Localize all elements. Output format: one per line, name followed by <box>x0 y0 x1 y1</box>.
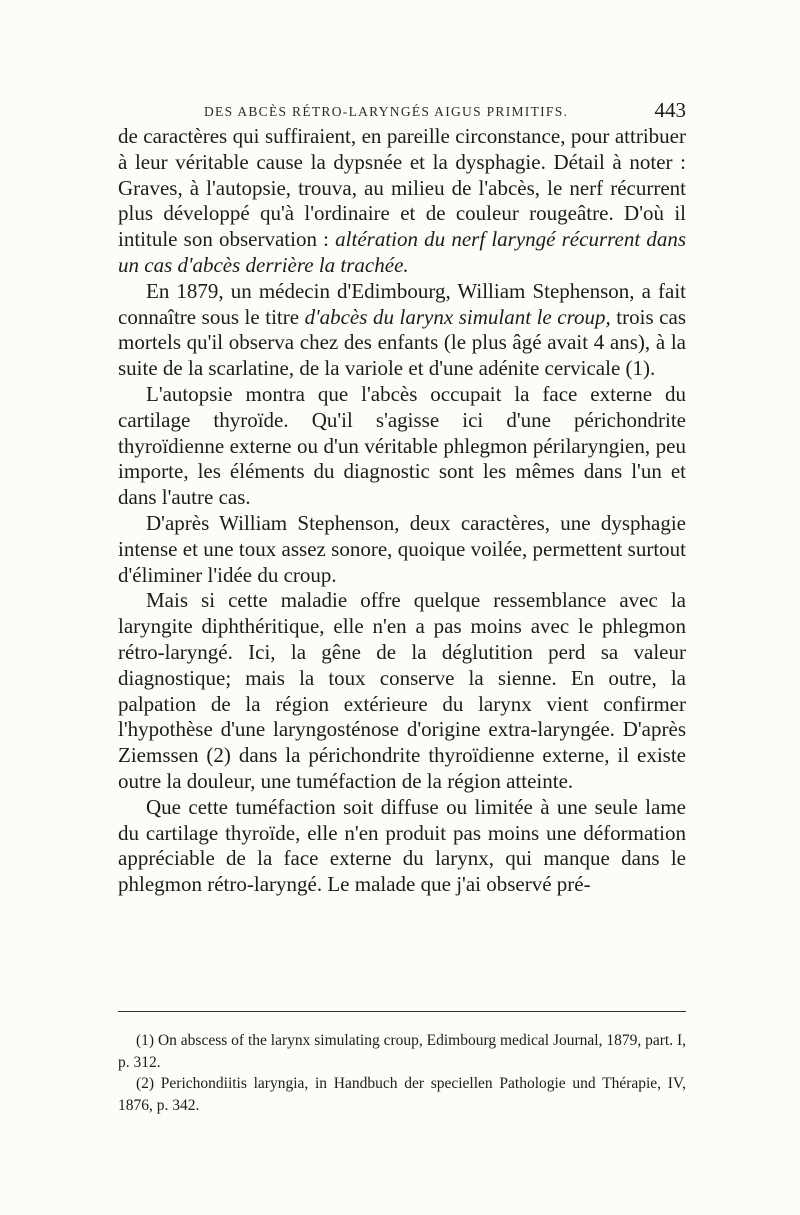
observation-title: altération du nerf laryngé récurrent dans un cas d'abcès derrière la trachée. <box>118 227 687 277</box>
paragraph-4: D'après William Stephenson, deux caractères, une dysphagie intense et une toux assez sonore, quoique voilée, permettent surtout d'éliminer l'idée du croup. <box>118 510 686 587</box>
running-title: DES ABCÈS RÉTRO-LARYNGÉS AIGUS PRIMITIFS. <box>204 104 569 119</box>
footnote-rule <box>118 1011 686 1012</box>
body-text <box>118 124 686 898</box>
paragraph-6: Que cette tuméfaction soit diffuse ou limitée à une seule lame du cartilage thyroïde, elle n'en produit pas moins une déformation appréciable de la face externe du larynx, qui manque dans le phlegmon rétro-laryngé. Le malade que j'ai observé pré- <box>118 794 686 897</box>
paragraph-5: Mais si cette maladie offre quelque ressemblance avec la laryngite diphthéritique, elle n'en a pas moins avec le phlegmon rétro-laryngé. Ici, la gêne de la déglutition perd sa valeur diagnostique; mais la toux conserve la sienne. En outre, la palpation de la région extérieure du larynx vient confirmer l'hypothèse d'une laryngosténose d'origine extra-laryngée. D'après Ziemssen (2) dans la périchondrite thyroïdienne externe, il existe outre la douleur, une tuméfaction de la région atteinte. <box>118 588 686 793</box>
paragraph-2-text-a: En 1879, un médecin d'Edimbourg, William Stephenson, a fait connaître sous le titre <box>118 278 686 329</box>
footnote-2: (2) Perichondiitis laryngia, in Handbuch der speciellen Pathologie und Thérapie, IV, 1876, p. 342. <box>118 1075 686 1114</box>
paragraph-2-text-b: trois cas mortels qu'il observa chez des enfants (le plus âgé avait 4 ans), à la suite de la scarlatine, de la variole et d'une adénite cervicale (1). <box>118 304 686 381</box>
stephenson-title: d'abcès du larynx simulant le croup, <box>304 304 611 329</box>
paragraph-1-text: de caractères qui suffiraient, en pareille circonstance, pour attribuer à leur véritable cause la dypsnée et la dysphagie. Détail à noter : Graves, à l'autopsie, trouva, au milieu de l'abcès, le nerf récurrent plus développé qu'à l'ordinaire et de couleur rougeâtre. D'où il intitule son observation : <box>118 124 686 252</box>
paragraph-1 <box>118 124 686 279</box>
paragraph-3: L'autopsie montra que l'abcès occupait la face externe du cartilage thyroïde. Qu'il s'agisse ici d'une périchondrite thyroïdienne externe ou d'un véritable phlegmon périlaryngien, peu importe, les éléments du diagnostic sont les mêmes dans l'un et dans l'autre cas. <box>118 381 686 510</box>
page-header <box>118 98 686 126</box>
page-number: 443 <box>654 98 686 122</box>
paragraph-2 <box>118 279 686 382</box>
footnotes <box>118 1030 686 1116</box>
footnote-1: (1) On abscess of the larynx simulating croup, Edimbourg medical Journal, 1879, part. I, p. 312. <box>118 1032 686 1071</box>
